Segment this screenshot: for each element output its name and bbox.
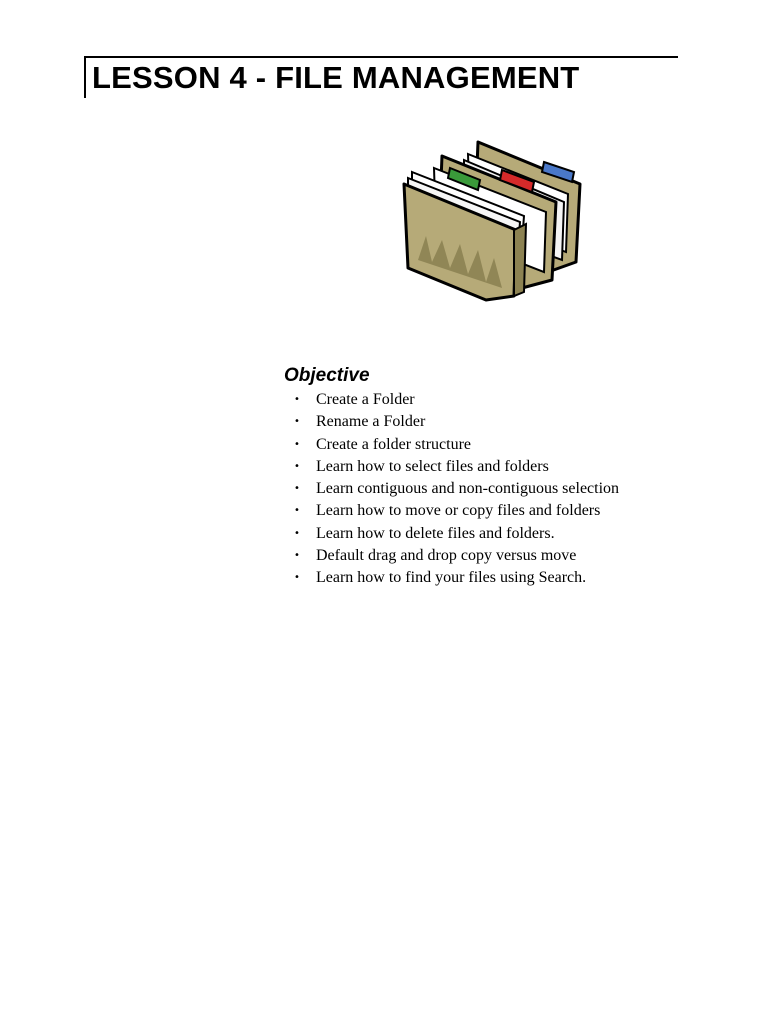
file-folders-icon [398, 132, 588, 302]
bullet-icon: • [294, 460, 300, 472]
list-item [292, 567, 619, 589]
list-item [292, 500, 619, 522]
list-item [292, 411, 619, 433]
list-item-text: Create a folder structure [316, 435, 472, 453]
list-item-text: Default drag and drop copy versus move [316, 547, 577, 565]
list-item-text: Create a Folder [316, 391, 415, 408]
list-item [292, 434, 619, 456]
list-item [292, 456, 619, 478]
list-item-text: Learn contiguous and non-contiguous selection [316, 480, 620, 498]
list-item [292, 545, 619, 567]
list-item-text: Learn how to delete files and folders. [316, 524, 555, 542]
bullet-icon: • [294, 416, 300, 428]
list-item [292, 389, 619, 411]
list-item [292, 478, 619, 500]
list-item-text: Learn how to find your files using Search. [316, 569, 587, 587]
bullet-icon: • [294, 505, 300, 517]
objective-list [292, 389, 619, 590]
list-item [292, 523, 619, 545]
objective-heading: Objective [284, 365, 370, 386]
bullet-icon: • [294, 550, 300, 562]
list-item-text: Rename a Folder [316, 413, 426, 431]
title-side-rule [84, 56, 86, 98]
bullet-icon: • [294, 572, 300, 584]
bullet-icon: • [294, 483, 300, 495]
list-item-text: Learn how to move or copy files and folders [316, 502, 601, 520]
list-item-text: Learn how to select files and folders [316, 457, 549, 475]
bullet-icon: • [294, 527, 300, 539]
page-title: LESSON 4 - FILE MANAGEMENT [92, 60, 580, 95]
bullet-icon: • [294, 394, 300, 405]
bullet-icon: • [294, 438, 300, 450]
